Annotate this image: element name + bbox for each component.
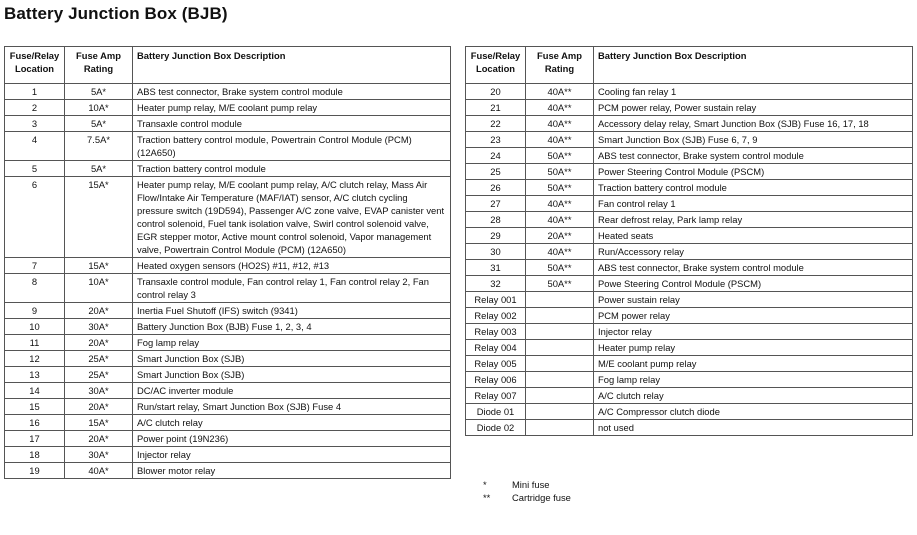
fuse-description: Power Steering Control Module (PSCM) [594,164,913,180]
fuse-location: Relay 002 [466,308,526,324]
fuse-description: Blower motor relay [133,463,451,479]
table-row [466,116,913,132]
fuse-rating: 5A* [65,161,133,177]
fuse-location: Diode 01 [466,404,526,420]
fuse-description: Run/Accessory relay [594,244,913,260]
fuse-rating: 25A* [65,367,133,383]
fuse-description: Transaxle control module, Fan control relay 1, Fan control relay 2, Fan control relay 3 [133,274,451,303]
fuse-location: 31 [466,260,526,276]
page-title: Battery Junction Box (BJB) [4,4,228,23]
fuse-location: Relay 005 [466,356,526,372]
fuse-rating: 40A** [526,212,594,228]
note-text: Mini fuse [512,479,550,490]
fuse-rating: 30A* [65,383,133,399]
fuse-location: 21 [466,100,526,116]
fuse-description: ABS test connector, Brake system control module [133,84,451,100]
fuse-description: Powe Steering Control Module (PSCM) [594,276,913,292]
table-row [466,212,913,228]
fuse-description: A/C clutch relay [133,415,451,431]
table-row [466,132,913,148]
fuse-rating: 15A* [65,415,133,431]
fuse-description: Transaxle control module [133,116,451,132]
fuse-rating [526,404,594,420]
fuse-description: Fan control relay 1 [594,196,913,212]
fuse-location: Relay 007 [466,388,526,404]
fuse-description: Run/start relay, Smart Junction Box (SJB) Fuse 4 [133,399,451,415]
fuse-description: Cooling fan relay 1 [594,84,913,100]
table-row [5,258,451,274]
fuse-rating: 40A** [526,100,594,116]
fuse-rating [526,420,594,436]
note-mini-fuse [480,478,571,491]
table-row [5,399,451,415]
fuse-location: 24 [466,148,526,164]
fuse-rating: 30A* [65,447,133,463]
table-row [5,100,451,116]
fuse-description: Rear defrost relay, Park lamp relay [594,212,913,228]
fuse-description: Battery Junction Box (BJB) Fuse 1, 2, 3, 4 [133,319,451,335]
fuse-description: Heated seats [594,228,913,244]
fuse-location: 7 [5,258,65,274]
table-row [5,84,451,100]
fuse-location: 1 [5,84,65,100]
table-row [466,164,913,180]
header-location: Fuse/Relay Location [466,47,526,84]
table-row [466,180,913,196]
table-row [466,148,913,164]
fuse-location: 16 [5,415,65,431]
table-row [5,116,451,132]
fuse-location: 8 [5,274,65,303]
table-header-row [466,47,913,84]
table-row [5,132,451,161]
fuse-rating: 40A* [65,463,133,479]
fuse-location: Relay 001 [466,292,526,308]
fuse-rating: 20A* [65,399,133,415]
fuse-location: 27 [466,196,526,212]
fuse-description: Traction battery control module, Powertrain Control Module (PCM) (12A650) [133,132,451,161]
fuse-description: Heater pump relay, M/E coolant pump relay, A/C clutch relay, Mass Air Flow/Intake Air Temperature (MAF/IAT) sensor, A/C clutch cycling pressure switch (19D594), Passenger A/C zone valve, EVAP canister vent control solenoid, Fuel tank isolation valve, Swirl control solenoid valve, EGR stepper motor, Active mount control solenoid, Vapor management valve, Powertrain Control Module (PCM) (12A650) [133,177,451,258]
fuse-rating: 15A* [65,177,133,258]
fuse-description: Inertia Fuel Shutoff (IFS) switch (9341) [133,303,451,319]
header-description: Battery Junction Box Description [133,47,451,84]
fuse-rating: 50A** [526,276,594,292]
fuse-rating [526,292,594,308]
fuse-location: 5 [5,161,65,177]
table-header-row [5,47,451,84]
fuse-location: Relay 006 [466,372,526,388]
fuse-description: Injector relay [133,447,451,463]
fuse-location: 10 [5,319,65,335]
table-row [5,161,451,177]
table-row [5,367,451,383]
fuse-location: 28 [466,212,526,228]
header-rating: Fuse Amp Rating [65,47,133,84]
fuse-rating: 30A* [65,319,133,335]
note-cartridge-fuse [480,491,571,504]
fuse-rating: 7.5A* [65,132,133,161]
fuse-rating [526,308,594,324]
fuse-location: 19 [5,463,65,479]
fuse-location: Diode 02 [466,420,526,436]
fuse-location: 29 [466,228,526,244]
fuse-rating: 20A* [65,335,133,351]
fuse-description: not used [594,420,913,436]
table-row [5,177,451,258]
fuse-description: Traction battery control module [594,180,913,196]
table-row [5,383,451,399]
fuse-rating: 50A** [526,180,594,196]
note-text: Cartridge fuse [512,492,571,503]
fuse-rating: 50A** [526,260,594,276]
table-row [466,388,913,404]
fuse-location: 14 [5,383,65,399]
fuse-description: Smart Junction Box (SJB) Fuse 6, 7, 9 [594,132,913,148]
table-row [466,292,913,308]
fuse-location: 26 [466,180,526,196]
table-row [466,100,913,116]
fuse-location: 4 [5,132,65,161]
table-row [466,196,913,212]
fuse-location: 9 [5,303,65,319]
table-row [5,274,451,303]
table-row [466,260,913,276]
fuse-description: Fog lamp relay [594,372,913,388]
table-row [466,356,913,372]
header-description: Battery Junction Box Description [594,47,913,84]
table-row [5,463,451,479]
table-row [466,324,913,340]
header-location: Fuse/Relay Location [5,47,65,84]
fuse-description: Heater pump relay [594,340,913,356]
fuse-rating: 50A** [526,164,594,180]
table-row [5,415,451,431]
fuse-rating: 40A** [526,84,594,100]
fuse-rating: 25A* [65,351,133,367]
fuse-rating: 10A* [65,274,133,303]
fuse-description: Heater pump relay, M/E coolant pump relay [133,100,451,116]
legend-notes [480,478,571,504]
fuse-rating: 40A** [526,116,594,132]
fuse-description: A/C clutch relay [594,388,913,404]
fuse-rating: 50A** [526,148,594,164]
fuse-location: 22 [466,116,526,132]
table-row [5,335,451,351]
fuse-description: Smart Junction Box (SJB) [133,367,451,383]
fuse-location: 20 [466,84,526,100]
fuse-rating: 20A* [65,431,133,447]
fuse-location: 11 [5,335,65,351]
table-row [466,372,913,388]
fuse-description: A/C Compressor clutch diode [594,404,913,420]
fuse-location: 6 [5,177,65,258]
table-row [5,303,451,319]
fuse-location: 32 [466,276,526,292]
table-row [466,84,913,100]
fuse-description: Fog lamp relay [133,335,451,351]
fuse-rating: 40A** [526,196,594,212]
fuse-location: 30 [466,244,526,260]
fuse-location: Relay 003 [466,324,526,340]
fuse-description: Smart Junction Box (SJB) [133,351,451,367]
fuse-location: 13 [5,367,65,383]
fuse-location: Relay 004 [466,340,526,356]
fuse-location: 15 [5,399,65,415]
fuse-description: Power sustain relay [594,292,913,308]
fuse-description: M/E coolant pump relay [594,356,913,372]
table-row [466,420,913,436]
note-symbol: * [483,479,487,490]
fuse-rating [526,340,594,356]
fuse-rating: 5A* [65,116,133,132]
fuse-description: ABS test connector, Brake system control module [594,148,913,164]
fuse-rating [526,388,594,404]
table-row [5,319,451,335]
fuse-rating [526,324,594,340]
fuse-location: 17 [5,431,65,447]
note-symbol: ** [483,492,491,503]
fuse-rating: 20A** [526,228,594,244]
fuse-rating [526,372,594,388]
table-row [466,276,913,292]
fuse-rating: 10A* [65,100,133,116]
table-row [466,228,913,244]
fuse-description: Heated oxygen sensors (HO2S) #11, #12, #13 [133,258,451,274]
fuse-rating: 40A** [526,244,594,260]
fuse-location: 25 [466,164,526,180]
fuse-table-right [465,46,913,436]
fuse-description: DC/AC inverter module [133,383,451,399]
fuse-description: ABS test connector, Brake system control module [594,260,913,276]
table-row [466,340,913,356]
fuse-location: 23 [466,132,526,148]
fuse-description: PCM power relay, Power sustain relay [594,100,913,116]
header-rating: Fuse Amp Rating [526,47,594,84]
fuse-description: Traction battery control module [133,161,451,177]
fuse-rating: 20A* [65,303,133,319]
fuse-rating: 40A** [526,132,594,148]
fuse-rating [526,356,594,372]
fuse-location: 2 [5,100,65,116]
fuse-table-left [4,46,451,479]
table-row [5,447,451,463]
fuse-description: Accessory delay relay, Smart Junction Box (SJB) Fuse 16, 17, 18 [594,116,913,132]
fuse-location: 18 [5,447,65,463]
fuse-location: 3 [5,116,65,132]
fuse-location: 12 [5,351,65,367]
table-row [5,351,451,367]
table-row [5,431,451,447]
fuse-description: Injector relay [594,324,913,340]
fuse-description: Power point (19N236) [133,431,451,447]
fuse-rating: 15A* [65,258,133,274]
fuse-rating: 5A* [65,84,133,100]
table-row [466,244,913,260]
table-row [466,404,913,420]
table-row [466,308,913,324]
fuse-description: PCM power relay [594,308,913,324]
